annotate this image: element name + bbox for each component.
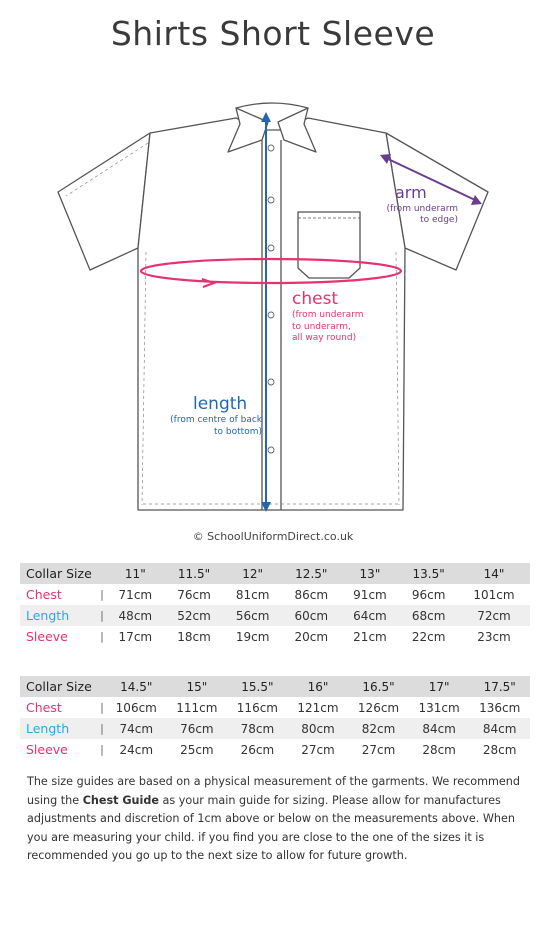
table-cell: 52cm — [165, 605, 224, 626]
sizing-note — [27, 773, 527, 866]
note-bold: Chest Guide — [82, 793, 159, 807]
table-cell: 78cm — [227, 718, 288, 739]
size-table-1 — [20, 563, 530, 647]
chest-label — [292, 288, 402, 345]
table-cell: 74cm — [106, 718, 167, 739]
table-cell: Collar Size — [20, 676, 98, 697]
size-table-2 — [20, 676, 530, 760]
table-cell: 126cm — [357, 700, 400, 715]
table-row-collar-size — [20, 563, 530, 584]
table-cell: Sleeve — [26, 629, 68, 644]
table-cell: 14.5" — [106, 676, 167, 697]
table-cell: 111cm — [176, 700, 218, 715]
shirt-diagram — [0, 95, 546, 525]
table-cell: 17cm — [118, 629, 153, 644]
table-cell: 84cm — [409, 718, 470, 739]
table-cell: 28cm — [422, 742, 456, 757]
table-row-chest — [20, 697, 530, 718]
table-cell: 28cm — [482, 742, 517, 757]
table-cell: 27cm — [361, 742, 396, 757]
table-cell: 106cm — [115, 700, 157, 715]
note-text-1: The size guides are based on a physical measurement of the garments. We recommend using the — [27, 775, 520, 807]
table-row-length — [20, 718, 530, 739]
table-cell: 56cm — [223, 605, 282, 626]
table-cell: Chest — [26, 700, 62, 715]
table-cell: 13" — [341, 563, 400, 584]
table-cell: 14" — [458, 563, 530, 584]
table-cell: 64cm — [341, 605, 400, 626]
divider: | — [100, 701, 104, 714]
table-cell: 12" — [223, 563, 282, 584]
table-cell: 76cm — [177, 587, 211, 602]
chest-title: chest — [292, 289, 339, 309]
table-cell: 72cm — [458, 605, 530, 626]
table-row-sleeve — [20, 739, 530, 760]
table-cell: 22cm — [411, 629, 446, 644]
table-cell: 76cm — [167, 718, 228, 739]
arm-note-2: to edge) — [420, 215, 458, 226]
table-cell: 25cm — [180, 742, 214, 757]
divider: | — [100, 743, 104, 756]
table-cell: 96cm — [411, 587, 446, 602]
table-cell: 91cm — [353, 587, 387, 602]
table-cell: 23cm — [477, 629, 511, 644]
table-cell: 13.5" — [399, 563, 458, 584]
copyright-text: © SchoolUniformDirect.co.uk — [192, 530, 354, 543]
table-cell: 15.5" — [227, 676, 288, 697]
arm-note-1: (from underarm — [386, 203, 458, 214]
divider: | — [100, 588, 104, 601]
table-cell: 81cm — [235, 587, 270, 602]
table-cell: 16" — [288, 676, 349, 697]
table-cell: Length — [20, 718, 98, 739]
table-cell: 68cm — [399, 605, 458, 626]
table-cell: 101cm — [473, 587, 515, 602]
divider: | — [98, 718, 106, 739]
chest-note-1: (from underarm — [292, 310, 364, 321]
table-cell: Chest — [26, 587, 62, 602]
length-note-1: (from centre of back — [170, 415, 262, 426]
arm-title: arm — [395, 183, 427, 202]
table-cell: 24cm — [119, 742, 154, 757]
table-cell: 12.5" — [282, 563, 341, 584]
table-cell: 60cm — [282, 605, 341, 626]
table-row-sleeve — [20, 626, 530, 647]
table-cell: 27cm — [301, 742, 335, 757]
table-cell: 136cm — [479, 700, 521, 715]
table-cell: 18cm — [177, 629, 211, 644]
table-cell: 16.5" — [348, 676, 409, 697]
table-cell: 11.5" — [165, 563, 224, 584]
table-cell: 116cm — [236, 700, 278, 715]
chest-note-2: to underarm, — [292, 321, 351, 332]
table-cell: 121cm — [297, 700, 339, 715]
table-cell: 131cm — [418, 700, 460, 715]
table-cell: 82cm — [348, 718, 409, 739]
table-cell: 71cm — [118, 587, 153, 602]
table-cell: 48cm — [106, 605, 165, 626]
table-row-chest — [20, 584, 530, 605]
divider: | — [100, 630, 104, 643]
table-cell: Sleeve — [26, 742, 68, 757]
table-cell: 11" — [106, 563, 165, 584]
table-cell: 80cm — [288, 718, 349, 739]
note-text-2: as your main guide for sizing. Please allow for manufactures adjustments and discretion of 1cm above or below on the measurements above. When you are measuring your child. if you find you are close to the one of the sizes it is recommended you go up to the next size to allow for future growth. — [27, 793, 515, 863]
page-title: Shirts Short Sleeve — [110, 14, 436, 53]
table-row-length — [20, 605, 530, 626]
table-cell: Length — [20, 605, 98, 626]
table-cell: 17.5" — [469, 676, 530, 697]
table-cell: 17" — [409, 676, 470, 697]
table-cell: 84cm — [469, 718, 530, 739]
length-label — [158, 393, 262, 438]
table-cell: 26cm — [240, 742, 275, 757]
length-title: length — [193, 394, 248, 414]
divider: | — [98, 605, 106, 626]
length-note-2: to bottom) — [214, 426, 262, 437]
table-row-collar-size — [20, 676, 530, 697]
arm-label — [370, 183, 458, 227]
table-cell: 21cm — [353, 629, 387, 644]
table-cell: 20cm — [294, 629, 329, 644]
table-cell: Collar Size — [20, 563, 98, 584]
chest-note-3: all way round) — [292, 333, 357, 344]
table-cell: 15" — [167, 676, 228, 697]
table-cell: 86cm — [294, 587, 329, 602]
table-cell: 19cm — [235, 629, 270, 644]
